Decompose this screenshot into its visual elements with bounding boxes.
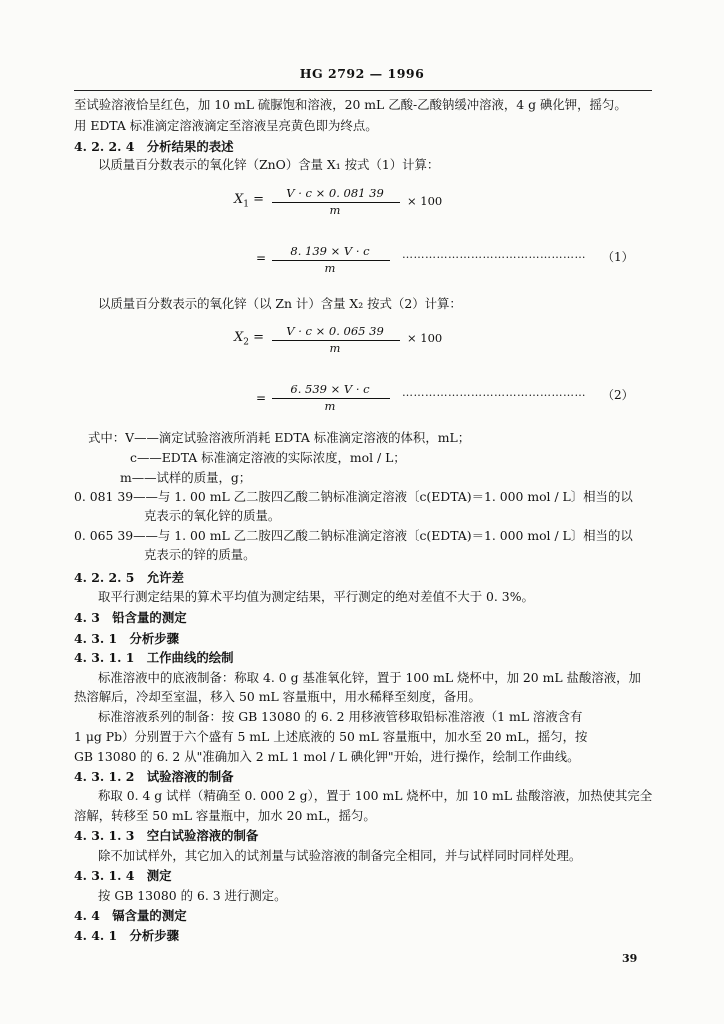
header-rule	[74, 90, 652, 91]
body-line: 标准溶液中的底液制备：称取 4. 0 g 基准氧化锌，置于 100 mL 烧杯中，加 20 mL 盐酸溶液，加	[98, 670, 641, 685]
body-line: 用 EDTA 标准滴定溶液滴定至溶液呈亮黄色即为终点。	[74, 118, 378, 133]
body-line: 取平行测定结果的算术平均值为测定结果，平行测定的绝对差值不大于 0. 3%。	[98, 589, 534, 604]
body-line: 至试验溶液恰呈红色，加 10 mL 硫脲饱和溶液，20 mL 乙酸-乙酸钠缓冲溶液，4 g 碘化钾，摇匀。	[74, 97, 627, 112]
body-line: 以质量百分数表示的氧化锌（以 Zn 计）含量 X₂ 按式（2）计算：	[98, 296, 462, 311]
section-heading: 4. 3. 1. 4 测定	[74, 868, 172, 883]
formula-2b-equals: =	[256, 391, 267, 405]
body-line: 热溶解后，冷却至室温，移入 50 mL 容量瓶中，用水稀释至刻度，备用。	[74, 689, 481, 704]
formula-1-leader-dots: …………………………………………	[402, 248, 586, 261]
body-line: GB 13080 的 6. 2 从"准确加入 2 mL 1 mol / L 碘化钾"开始，进行操作，绘制工作曲线。	[74, 749, 580, 764]
formula-1b-numerator: 8. 139 × V · c	[290, 244, 370, 258]
formula-1-label: （1）	[602, 250, 634, 264]
section-heading: 4. 2. 2. 4 分析结果的表述	[74, 139, 234, 154]
page-number: 39	[622, 952, 638, 965]
section-heading: 4. 4. 1 分析步骤	[74, 928, 180, 943]
variable-definition: c——EDTA 标准滴定溶液的实际浓度，mol / L；	[130, 450, 406, 465]
formula-1-denominator: m	[329, 203, 341, 217]
formula-2-lhs: $X_2$ =	[234, 330, 265, 348]
formula-2-label: （2）	[602, 388, 634, 402]
formula-1-numerator: V · c × 0. 081 39	[286, 186, 384, 200]
section-heading: 4. 4 镉含量的测定	[74, 908, 187, 923]
body-line: 以质量百分数表示的氧化锌（ZnO）含量 X₁ 按式（1）计算：	[98, 157, 440, 172]
page-header: HG 2792 — 1996	[299, 66, 425, 81]
variable-definition: 0. 065 39——与 1. 00 mL 乙二胺四乙酸二钠标准滴定溶液〔c(EDTA)＝1. 000 mol / L〕相当的以	[74, 528, 633, 543]
variable-definition: m——试样的质量，g；	[120, 470, 252, 485]
section-heading: 4. 3 铅含量的测定	[74, 610, 187, 625]
section-heading: 4. 3. 1. 2 试验溶液的制备	[74, 769, 234, 784]
variable-definition: 克表示的锌的质量。	[144, 547, 256, 562]
formula-2b-numerator: 6. 539 × V · c	[290, 382, 370, 396]
body-line: 溶解，转移至 50 mL 容量瓶中，加水 20 mL，摇匀。	[74, 808, 376, 823]
section-heading: 4. 3. 1 分析步骤	[74, 631, 180, 646]
formula-2-denominator: m	[329, 341, 341, 355]
section-heading: 4. 2. 2. 5 允许差	[74, 570, 184, 585]
body-line: 标准溶液系列的制备：按 GB 13080 的 6. 2 用移液管移取铅标准溶液（1 mL 溶液含有	[98, 709, 583, 724]
section-heading: 4. 3. 1. 3 空白试验溶液的制备	[74, 828, 259, 843]
formula-2-leader-dots: …………………………………………	[402, 386, 586, 399]
body-line: 按 GB 13080 的 6. 3 进行测定。	[98, 888, 287, 903]
formula-1-multiplier: × 100	[407, 194, 443, 208]
variable-definition: 0. 081 39——与 1. 00 mL 乙二胺四乙酸二钠标准滴定溶液〔c(EDTA)＝1. 000 mol / L〕相当的以	[74, 489, 633, 504]
formula-2-numerator: V · c × 0. 065 39	[286, 324, 384, 338]
formula-2-multiplier: × 100	[407, 331, 443, 345]
variable-definition: 式中：V——滴定试验溶液所消耗 EDTA 标准滴定溶液的体积，mL；	[88, 430, 471, 445]
body-line: 1 μg Pb）分别置于六个盛有 5 mL 上述底液的 50 mL 容量瓶中，加水至 20 mL，摇匀，按	[74, 729, 588, 744]
formula-1b-equals: =	[256, 251, 267, 265]
body-line: 除不加试样外，其它加入的试剂量与试验溶液的制备完全相同，并与试样同时同样处理。	[98, 848, 582, 863]
formula-2b-denominator: m	[324, 399, 336, 413]
section-heading: 4. 3. 1. 1 工作曲线的绘制	[74, 650, 234, 665]
variable-definition: 克表示的氧化锌的质量。	[144, 508, 281, 523]
body-line: 称取 0. 4 g 试样（精确至 0. 000 2 g），置于 100 mL 烧杯中，加 10 mL 盐酸溶液，加热使其完全	[98, 788, 653, 803]
formula-1b-denominator: m	[324, 261, 336, 275]
formula-1-lhs: $X_1$ =	[234, 192, 265, 210]
